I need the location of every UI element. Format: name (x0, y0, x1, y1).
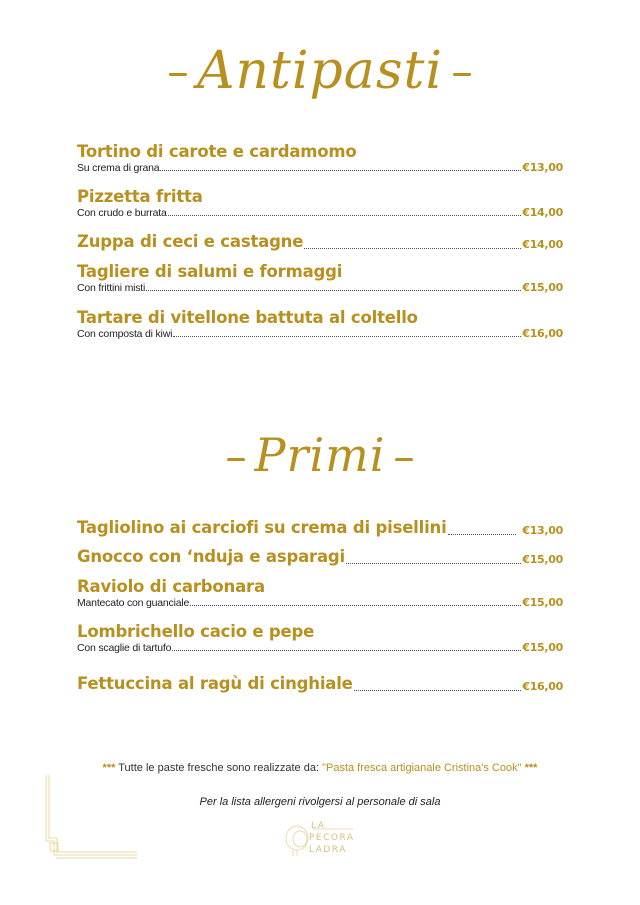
dotted-leader (146, 289, 521, 291)
menu-item (77, 232, 563, 252)
item-name: Raviolo di carbonara (77, 577, 265, 596)
menu-item (77, 142, 563, 174)
item-price: €15,00 (522, 553, 563, 566)
logo-line1: LA (311, 821, 326, 831)
dotted-leader (346, 562, 521, 564)
item-price: €15,00 (522, 641, 563, 654)
item-name: Tortino di carote e cardamomo (77, 142, 357, 161)
dotted-leader (190, 604, 521, 606)
item-description: Con composta di kiwi (77, 328, 173, 340)
item-name: Tagliere di salumi e formaggi (77, 262, 343, 281)
section-title-text: Primi (254, 428, 386, 482)
item-name: Pizzetta fritta (77, 187, 203, 206)
menu-item (77, 187, 563, 219)
menu-item (77, 518, 563, 538)
dotted-leader (160, 169, 521, 171)
item-name: Zuppa di ceci e castagne (77, 232, 304, 251)
title-dash-right (395, 458, 413, 461)
item-price: €13,00 (522, 161, 563, 174)
pasta-note (0, 762, 640, 774)
dotted-leader (448, 533, 517, 535)
item-price: €14,00 (522, 206, 563, 219)
menu-item (77, 622, 563, 654)
item-price: €16,00 (522, 680, 563, 693)
menu-item (77, 308, 563, 340)
item-name: Tartare di vitellone battuta al coltello (77, 308, 418, 327)
item-price: €16,00 (522, 327, 563, 340)
item-name: Gnocco con ‘nduja e asparagi (77, 547, 345, 566)
item-description: Su crema di grana (77, 162, 160, 174)
dotted-leader (354, 689, 522, 691)
logo-line3: LADRA (309, 845, 347, 855)
la-pecora-ladra-logo (283, 818, 363, 862)
allergen-note: Per la lista allergeni rivolgersi al personale di sala (199, 796, 441, 808)
dotted-leader (173, 335, 521, 337)
item-description: Con frittini misti (77, 282, 146, 294)
pasta-note-text: Tutte le paste fresche sono realizzate da: (118, 762, 320, 774)
stars-right: *** (524, 762, 538, 774)
dotted-leader (304, 247, 521, 249)
corner-ornament-icon (42, 775, 137, 865)
item-price: €13,00 (522, 524, 563, 537)
logo-line2: PECORA (309, 833, 355, 843)
item-name: Fettuccina al ragù di cinghiale (77, 674, 353, 693)
item-name: Tagliolino ai carciofi su crema di pisellini (77, 518, 447, 537)
dotted-leader (172, 649, 521, 651)
stars-left: *** (102, 762, 116, 774)
menu-item (77, 674, 563, 694)
menu-item (77, 547, 563, 567)
menu-item (77, 262, 563, 294)
title-dash-left (169, 73, 187, 76)
section-title-antipasti (0, 36, 640, 106)
menu-item (77, 577, 563, 609)
dotted-leader (168, 214, 522, 216)
item-price: €15,00 (522, 281, 563, 294)
item-description: Con crudo e burrata (77, 207, 167, 219)
section-title-primi (0, 425, 640, 485)
pasta-maker: "Pasta fresca artigianale Cristina's Cook" (322, 762, 522, 774)
title-dash-right (453, 73, 471, 76)
item-price: €14,00 (522, 238, 563, 251)
section-title-text: Antipasti (196, 41, 444, 101)
item-price: €15,00 (522, 596, 563, 609)
item-description: Con scaglie di tartufo (77, 642, 172, 654)
title-dash-left (227, 458, 245, 461)
item-name: Lombrichello cacio e pepe (77, 622, 315, 641)
item-description: Mantecato con guanciale (77, 597, 190, 609)
